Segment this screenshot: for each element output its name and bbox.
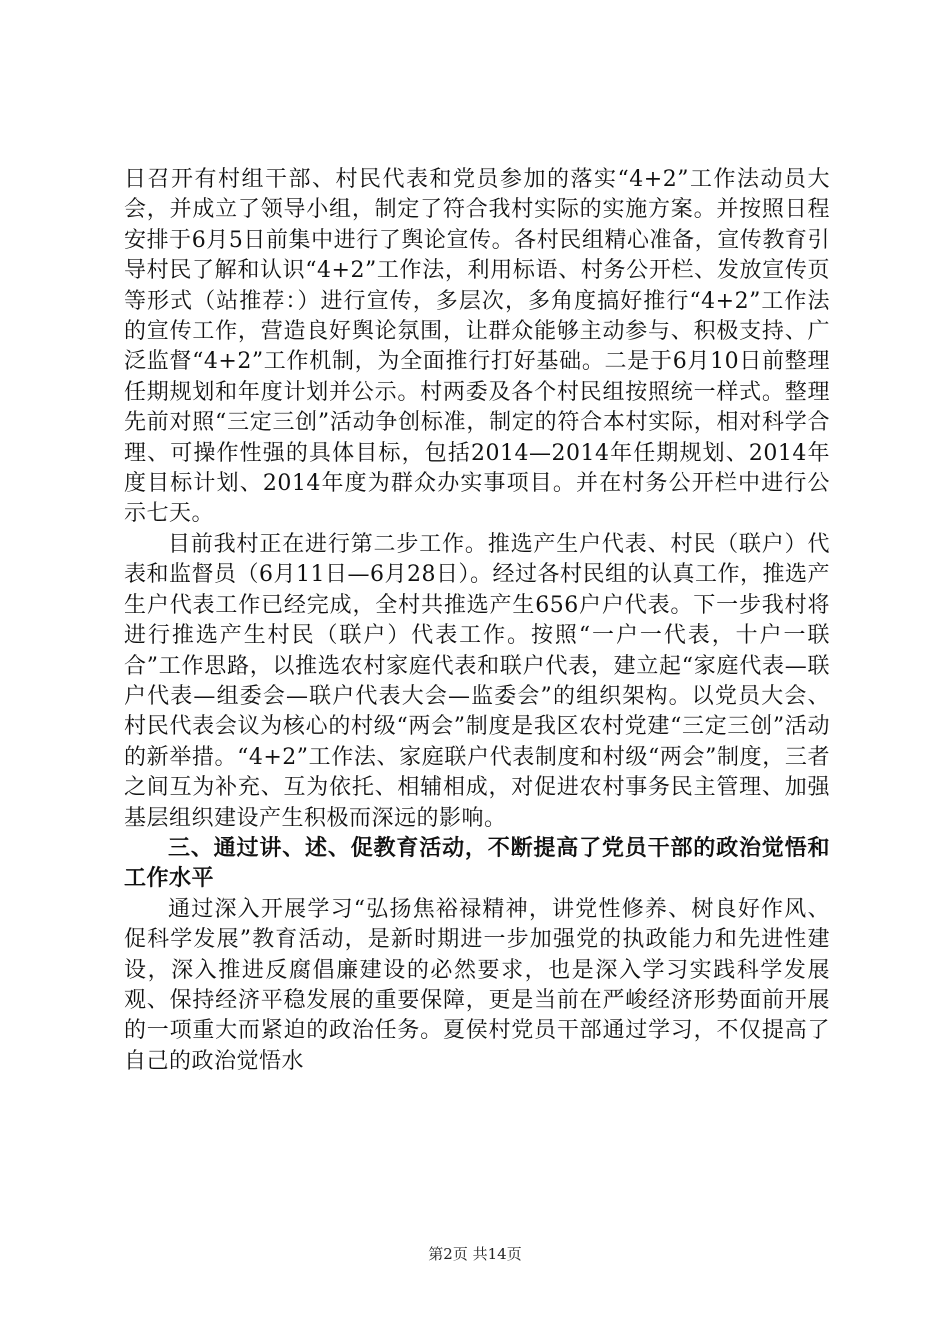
section-heading: 三、通过讲、述、促教育活动，不断提高了党员干部的政治觉悟和工作水平: [124, 835, 830, 892]
paragraph-continued: 日召开有村组干部、村民代表和党员参加的落实“4+2”工作法动员大会，并成立了领导小组，制定了符合我村实际的实施方案。并按照日程安排于6月5日前集中进行了舆论宣传。各村民组精心准备，宣传教育引导村民了解和认识“4+2”工作法，利用标语、村务公开栏、发放宣传页等形式（站推荐：）进行宣传，多层次，多角度搞好推行“4+2”工作法的宣传工作，营造良好舆论氛围，让群众能够主动参与、积极支持、广泛监督“4+2”工作机制，为全面推行打好基础。二是于6月10日前整理任期规划和年度计划并公示。村两委及各个村民组按照统一样式。整理先前对照“三定三创”活动争创标准，制定的符合本村实际，相对科学合理、可操作性强的具体目标，包括2014—2014年任期规划、2014年度目标计划、2014年度为群众办实事项目。并在村务公开栏中进行公示七天。: [124, 167, 830, 527]
page-footer: 第2页 共14页: [428, 1245, 522, 1263]
paragraph-education: 通过深入开展学习“弘扬焦裕禄精神，讲党性修养、树良好作风、促科学发展”教育活动，是新时期进一步加强党的执政能力和先进性建设，深入推进反腐倡廉建设的必然要求，也是深入学习实践科学发展观、保持经济平稳发展的重要保障，更是当前在严峻经济形势面前开展的一项重大而紧迫的政治任务。夏侯村党员干部通过学习，不仅提高了自己的政治觉悟水: [124, 896, 830, 1074]
document-body: [124, 165, 830, 1077]
paragraph-second-step: 目前我村正在进行第二步工作。推选产生户代表、村民（联户）代表和监督员（6月11日—6月28日）。经过各村民组的认真工作，推选产生户代表工作已经完成，全村共推选产生656户户代表。下一步我村将进行推选产生村民（联户）代表工作。按照“一户一代表，十户一联合”工作思路，以推选农村家庭代表和联户代表，建立起“家庭代表—联户代表—组委会—联户代表大会—监委会”的组织架构。以党员大会、村民代表会议为核心的村级“两会”制度是我区农村党建“三定三创”活动的新举措。“4+2”工作法、家庭联户代表制度和村级“两会”制度，三者之间互为补充、互为依托、相辅相成，对促进农村事务民主管理、加强基层组织建设产生积极而深远的影响。: [124, 531, 830, 831]
